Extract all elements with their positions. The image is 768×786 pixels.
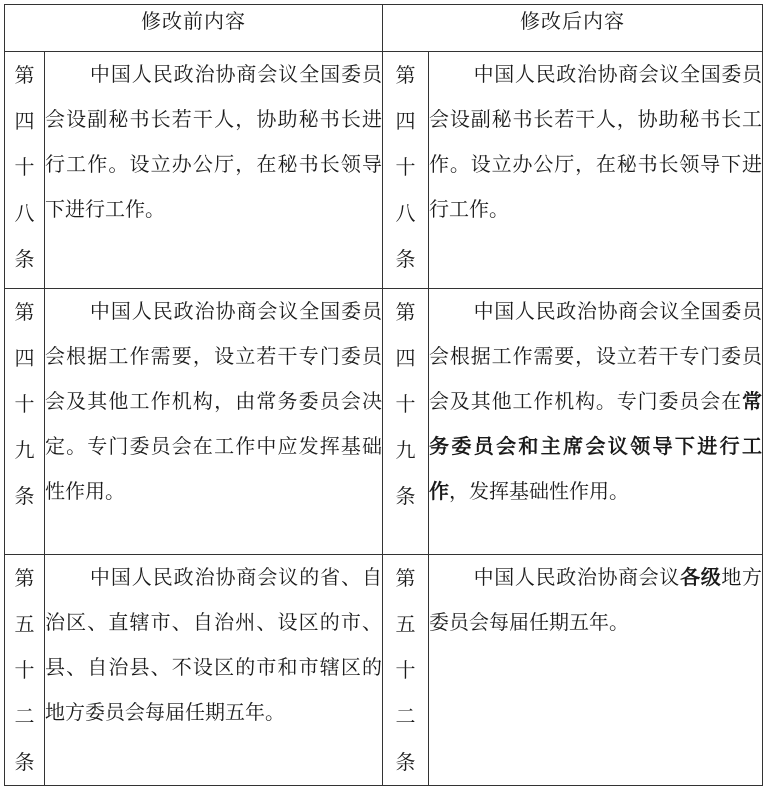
- header-before: 修改前内容: [5, 5, 383, 52]
- article-text-after: [429, 289, 763, 555]
- article-text-before: [45, 289, 383, 555]
- article-label-after: [383, 289, 429, 555]
- article-char: 十: [395, 392, 416, 416]
- article-char: 二: [14, 704, 35, 728]
- article-text: ，发挥基础性作用。: [449, 479, 629, 503]
- article-char: 十: [14, 392, 35, 416]
- article-text: 地方委员会每届任期五年。: [429, 565, 763, 634]
- article-char: 四: [14, 109, 35, 133]
- article-char: 四: [395, 346, 416, 370]
- comparison-table: [4, 4, 763, 786]
- article-char: 十: [395, 155, 416, 179]
- article-label-before: [5, 289, 45, 555]
- article-label-before: [5, 555, 45, 786]
- header-after: 修改后内容: [383, 5, 763, 52]
- article-char: 五: [395, 612, 416, 636]
- article-char: 八: [395, 201, 416, 225]
- article-text-before: [45, 52, 383, 289]
- article-label-after: [383, 555, 429, 786]
- article-text-after: [429, 555, 763, 786]
- article-char: 十: [14, 155, 35, 179]
- article-text: 中国人民政治协商会议: [473, 565, 681, 589]
- article-label-after: [383, 52, 429, 289]
- article-char: 十: [395, 658, 416, 682]
- article-char: 第: [395, 566, 416, 590]
- article-label-before: [5, 52, 45, 289]
- article-char: 四: [395, 109, 416, 133]
- table-row: [5, 289, 763, 555]
- article-char: 条: [14, 750, 35, 774]
- article-text: 中国人民政治协商会议的省、自治区、直辖市、自治州、设区的市、县、自治县、不设区的市和市辖区的地方委员会每届任期五年。: [45, 565, 382, 724]
- amended-text: 常务委员会和主席会议领导下进行工作: [429, 389, 762, 503]
- article-char: 五: [14, 612, 35, 636]
- article-char: 十: [14, 658, 35, 682]
- article-char: 条: [14, 484, 35, 508]
- article-char: 第: [395, 63, 416, 87]
- article-char: 第: [395, 300, 416, 324]
- article-text: 中国人民政治协商会议全国委员会根据工作需要，设立若干专门委员会及其他工作机构。专门委员会在: [429, 299, 762, 413]
- article-char: 八: [14, 201, 35, 225]
- article-char: 条: [14, 247, 35, 271]
- table-row: [5, 555, 763, 786]
- table-row: [5, 52, 763, 289]
- article-char: 四: [14, 346, 35, 370]
- article-char: 九: [395, 438, 416, 462]
- article-char: 第: [14, 63, 35, 87]
- article-text: 中国人民政治协商会议全国委员会设副秘书长若干人，协助秘书长工作。设立办公厅，在秘书长领导下进行工作。: [429, 62, 762, 221]
- article-char: 二: [395, 704, 416, 728]
- article-char: 条: [395, 750, 416, 774]
- article-char: 第: [14, 566, 35, 590]
- article-char: 第: [14, 300, 35, 324]
- amended-text: 各级: [680, 565, 722, 589]
- article-char: 九: [14, 438, 35, 462]
- article-text: 中国人民政治协商会议全国委员会根据工作需要，设立若干专门委员会及其他工作机构，由常务委员会决定。专门委员会在工作中应发挥基础性作用。: [45, 299, 382, 503]
- article-text: 中国人民政治协商会议全国委员会设副秘书长若干人，协助秘书长进行工作。设立办公厅，在秘书长领导下进行工作。: [45, 62, 382, 221]
- article-char: 条: [395, 247, 416, 271]
- header-row: [5, 5, 763, 52]
- article-text-before: [45, 555, 383, 786]
- article-char: 条: [395, 484, 416, 508]
- article-text-after: [429, 52, 763, 289]
